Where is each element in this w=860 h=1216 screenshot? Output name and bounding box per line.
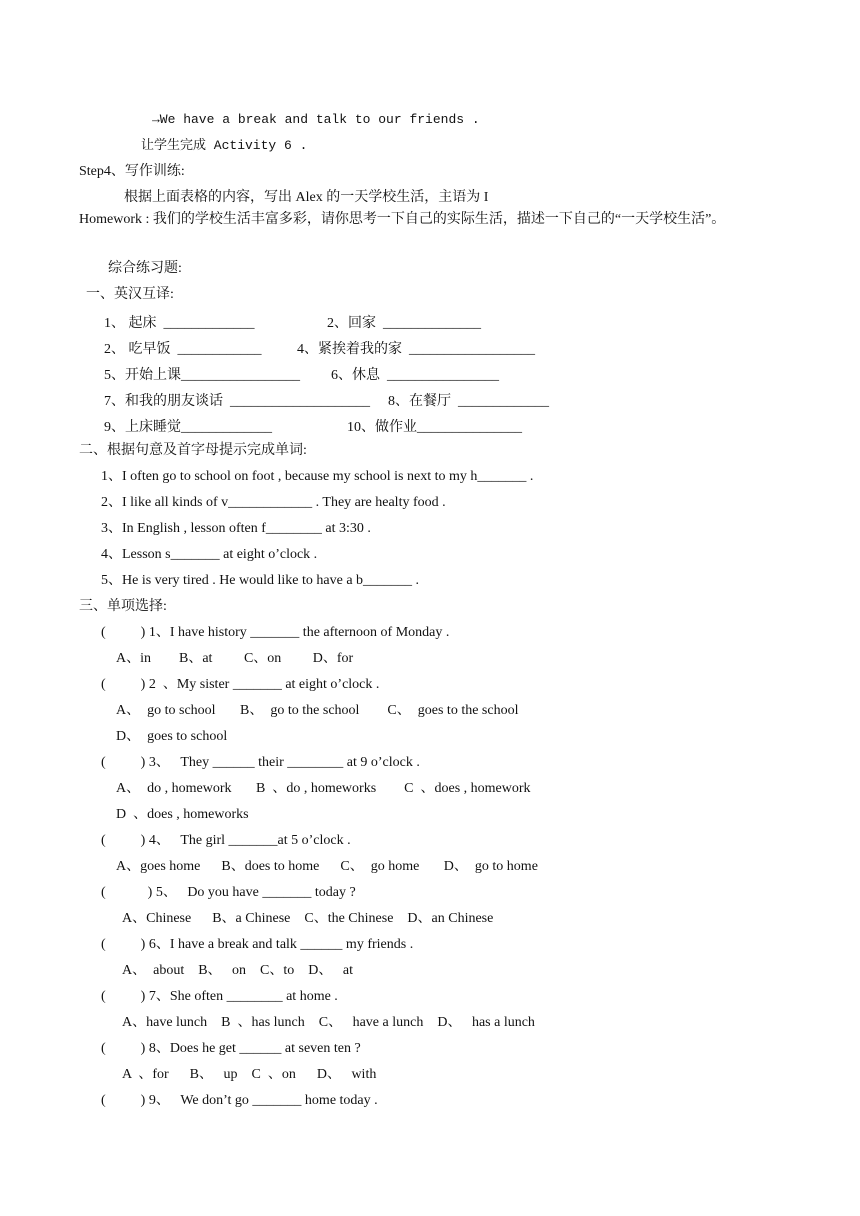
choice-options: A、 go to school B、 go to the school C、 goes to the school [116,703,519,718]
choice-options: D 、does , homeworks [116,807,249,822]
translate-item: 6、休息 ________________ [331,368,499,383]
translate-item: 2、 吃早饭 ____________ [104,342,262,357]
choice-options: A、Chinese B、a Chinese C、the Chinese D、an Chinese [122,911,494,926]
fill-item: 1、I often go to school on foot , because my school is next to my h_______ . [101,469,534,484]
fill-item: 5、He is very tired . He would like to have a b_______ . [101,573,420,588]
translate-item: 2、回家 ______________ [327,316,481,331]
step4-instruction: 根据上面表格的内容，写出 Alex 的一天学校生活，主语为 I [124,190,489,205]
translate-item: 5、开始上课_________________ [104,368,300,383]
choice-options: A、 do , homework B 、do , homeworks C 、does , homework [116,781,531,796]
intro-line-2: 让学生完成 Activity 6 . [141,138,308,153]
choice-options: A、have lunch B 、has lunch C、 have a lunch D、 has a lunch [122,1015,535,1030]
section2-title: 二、根据句意及首字母提示完成单词: [79,443,307,458]
section3-title: 三、单项选择: [79,599,167,614]
choice-question: ( ) 2 、My sister _______ at eight o’clock . [101,677,380,692]
choice-question: ( ) 8、Does he get ______ at seven ten ? [101,1041,361,1056]
translate-item: 1、 起床 _____________ [104,316,255,331]
choice-question: ( ) 9、 We don’t go _______ home today . [101,1093,378,1108]
fill-item: 3、In English , lesson often f________ at 3:30 . [101,521,371,536]
translate-item: 9、上床睡觉_____________ [104,420,272,435]
choice-options: D、 goes to school [116,729,228,744]
choice-question: ( ) 7、She often ________ at home . [101,989,338,1004]
translate-item: 10、做作业_______________ [347,420,522,435]
fill-item: 2、I like all kinds of v____________ . They are healty food . [101,495,446,510]
homework-line: Homework : 我们的学校生活丰富多彩，请你思考一下自己的实际生活，描述一下自己的“一天学校生活”。 [79,212,726,227]
choice-question: ( ) 5、 Do you have _______ today ? [101,885,356,900]
choice-options: A、 about B、 on C、to D、 at [122,963,353,978]
fill-item: 4、Lesson s_______ at eight o’clock . [101,547,318,562]
choice-question: ( ) 4、 The girl _______at 5 o’clock . [101,833,351,848]
step4-heading: Step4、写作训练: [79,164,185,179]
exercises-title: 综合练习题: [108,261,182,276]
choice-options: A、in B、at C、on D、for [116,651,354,666]
translate-item: 7、和我的朋友谈话 ____________________ [104,394,370,409]
choice-options: A 、for B、 up C 、on D、 with [122,1067,377,1082]
section1-title: 一、英汉互译: [86,287,174,302]
choice-options: A、goes home B、does to home C、 go home D、 go to home [116,859,538,874]
translate-item: 4、紧挨着我的家 __________________ [297,342,535,357]
choice-question: ( ) 6、I have a break and talk ______ my friends . [101,937,414,952]
intro-line-1: →We have a break and talk to our friends . [152,112,480,127]
translate-item: 8、在餐厅 _____________ [388,394,549,409]
choice-question: ( ) 3、 They ______ their ________ at 9 o’clock . [101,755,420,770]
choice-question: ( ) 1、I have history _______ the afternoon of Monday . [101,625,450,640]
